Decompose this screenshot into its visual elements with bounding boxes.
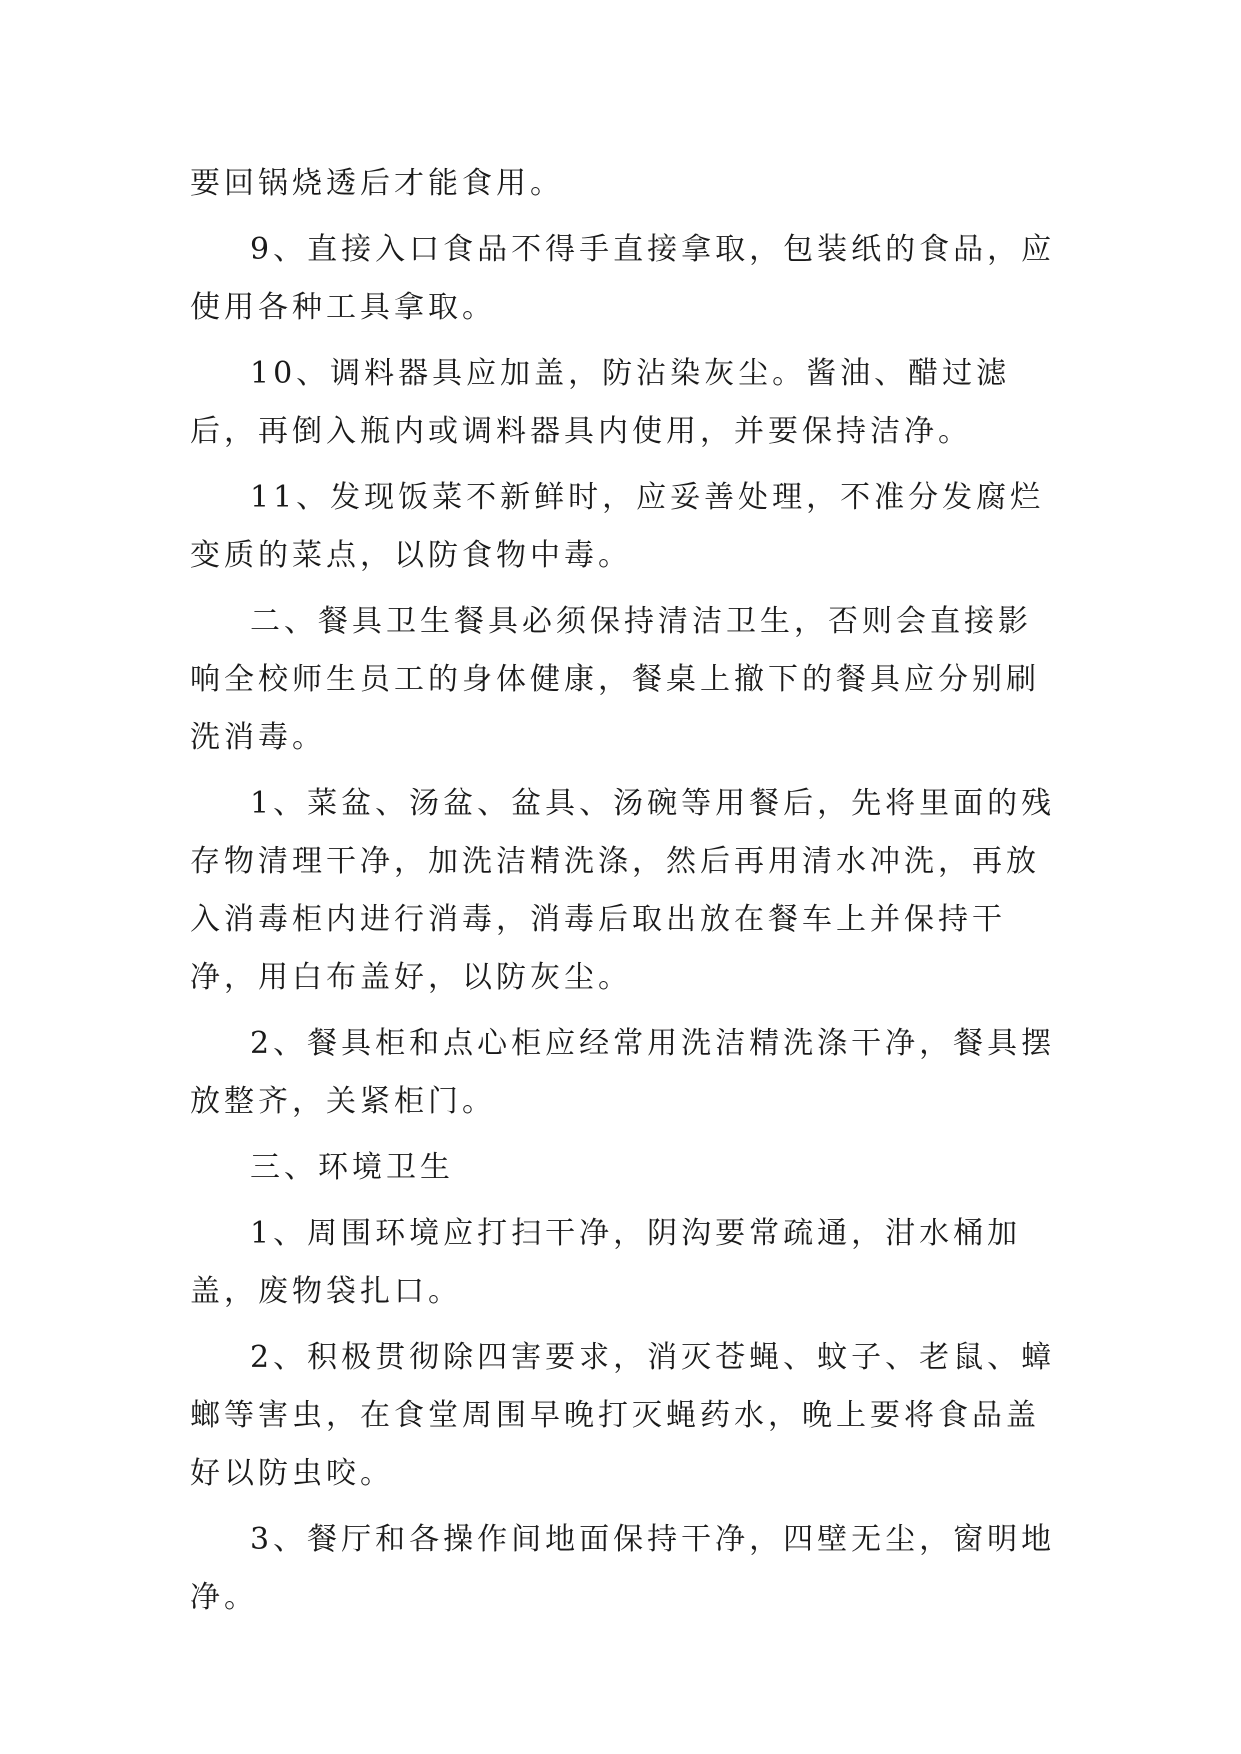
paragraph-item-11: 11、发现饭菜不新鲜时，应妥善处理，不准分发腐烂变质的菜点，以防食物中毒。 <box>190 480 1045 573</box>
paragraph-tableware-2: 2、餐具柜和点心柜应经常用洗洁精洗涤干净，餐具摆放整齐，关紧柜门。 <box>190 1026 1056 1119</box>
section-heading-environment: 三、环境卫生 <box>250 1150 454 1185</box>
paragraph-environment-3: 3、餐厅和各操作间地面保持干净，四壁无尘，窗明地净。 <box>190 1522 1056 1615</box>
document-body <box>190 155 1060 1635</box>
paragraph-item-9: 9、直接入口食品不得手直接拿取，包装纸的食品，应使用各种工具拿取。 <box>190 232 1056 325</box>
paragraph-environment-2: 2、积极贯彻除四害要求，消灭苍蝇、蚊子、老鼠、蟑螂等害虫，在食堂周围早晚打灭蝇药水，晚上要将食品盖好以防虫咬。 <box>190 1340 1056 1491</box>
section-heading-tableware: 二、餐具卫生餐具必须保持清洁卫生，否则会直接影响全校师生员工的身体健康，餐桌上撤下的餐具应分别刷洗消毒。 <box>190 604 1040 755</box>
paragraph-continuation: 要回锅烧透后才能食用。 <box>190 166 564 201</box>
paragraph-item-10: 10、调料器具应加盖，防沾染灰尘。酱油、醋过滤后，再倒入瓶内或调料器具内使用，并要保持洁净。 <box>190 356 1011 449</box>
paragraph-environment-1: 1、周围环境应打扫干净，阴沟要常疏通，泔水桶加盖，废物袋扎口。 <box>190 1216 1022 1309</box>
paragraph-tableware-1: 1、菜盆、汤盆、盆具、汤碗等用餐后，先将里面的残存物清理干净，加洗洁精洗涤，然后再用清水冲洗，再放入消毒柜内进行消毒，消毒后取出放在餐车上并保持干净，用白布盖好，以防灰尘。 <box>190 786 1056 995</box>
